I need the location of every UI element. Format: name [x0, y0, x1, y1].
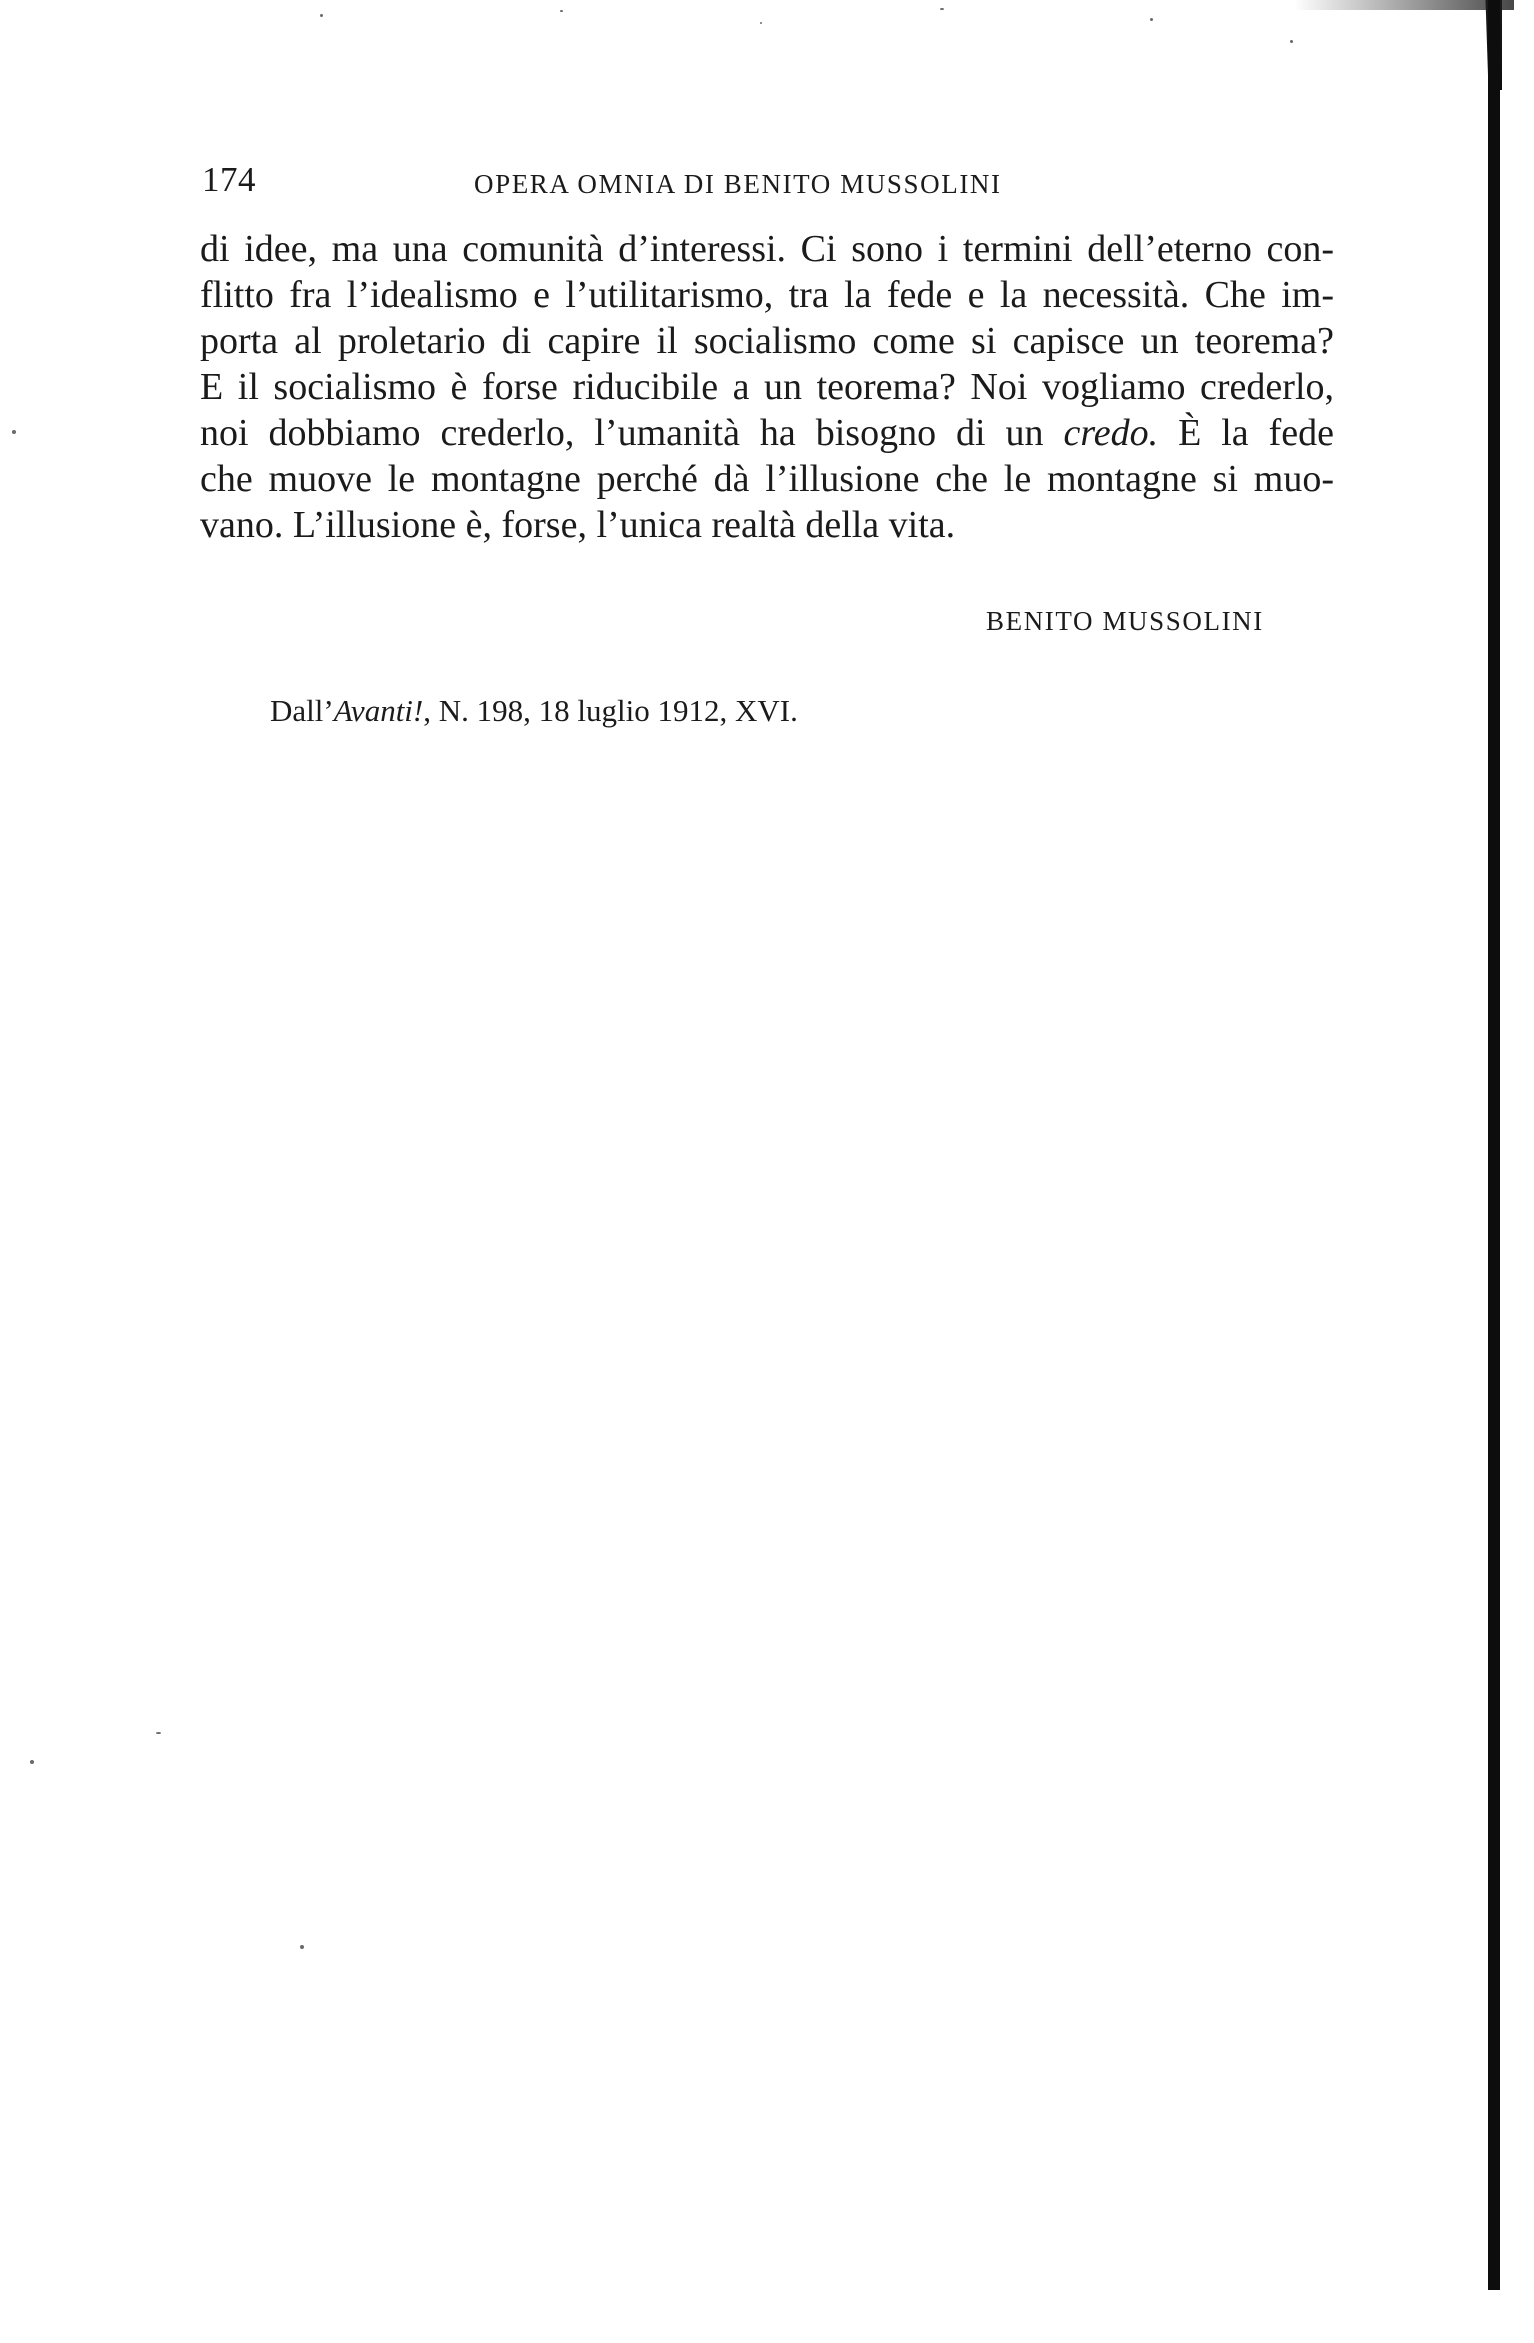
citation-prefix: Dall’: [270, 693, 334, 728]
citation-details: , N. 198, 18 luglio 1912, XVI.: [423, 693, 798, 728]
text-segment: È la fede: [1178, 412, 1335, 454]
source-citation: [270, 693, 798, 729]
running-head: [202, 160, 1332, 200]
text-line: flitto fra l’idealismo e l’utilitarismo, tra la fede e la necessità. Che im-: [200, 274, 1334, 316]
scan-speck: [1290, 40, 1293, 43]
scan-speck: [320, 14, 323, 17]
author-signature: BENITO MUSSOLINI: [986, 606, 1264, 636]
text-line: E il socialismo è forse riducibile a un teorema? Noi vogliamo crederlo,: [200, 366, 1334, 408]
scan-speck: [560, 10, 563, 12]
scan-speck: [12, 430, 16, 434]
text-line: vano. L’illusione è, forse, l’unica realtà della vita.: [200, 504, 956, 546]
text-segment: noi dobbiamo crederlo, l’umanità ha bisogno di un: [200, 412, 1044, 454]
running-title: OPERA OMNIA DI BENITO MUSSOLINI: [474, 169, 1002, 199]
body-paragraph: [200, 226, 1334, 548]
text-line: che muove le montagne perché dà l’illusione che le montagne si muo-: [200, 458, 1334, 500]
page-number: 174: [202, 160, 256, 199]
scan-speck: [30, 1760, 34, 1764]
binding-shadow: [1488, 0, 1500, 2290]
publication-title: Avanti!: [333, 693, 424, 728]
scan-speck: [1150, 18, 1153, 21]
text-line: porta al proletario di capire il socialismo come si capisce un teorema?: [200, 320, 1334, 362]
text-line: [200, 410, 1334, 456]
text-line: di idee, ma una comunità d’interessi. Ci sono i termini dell’eterno con-: [200, 228, 1334, 270]
scan-speck: [156, 1732, 161, 1734]
scan-speck: [760, 22, 762, 24]
scan-speck: [940, 8, 944, 10]
italic-word: credo.: [1063, 412, 1159, 454]
scan-shadow: [1294, 0, 1514, 10]
scan-speck: [300, 1945, 304, 1949]
